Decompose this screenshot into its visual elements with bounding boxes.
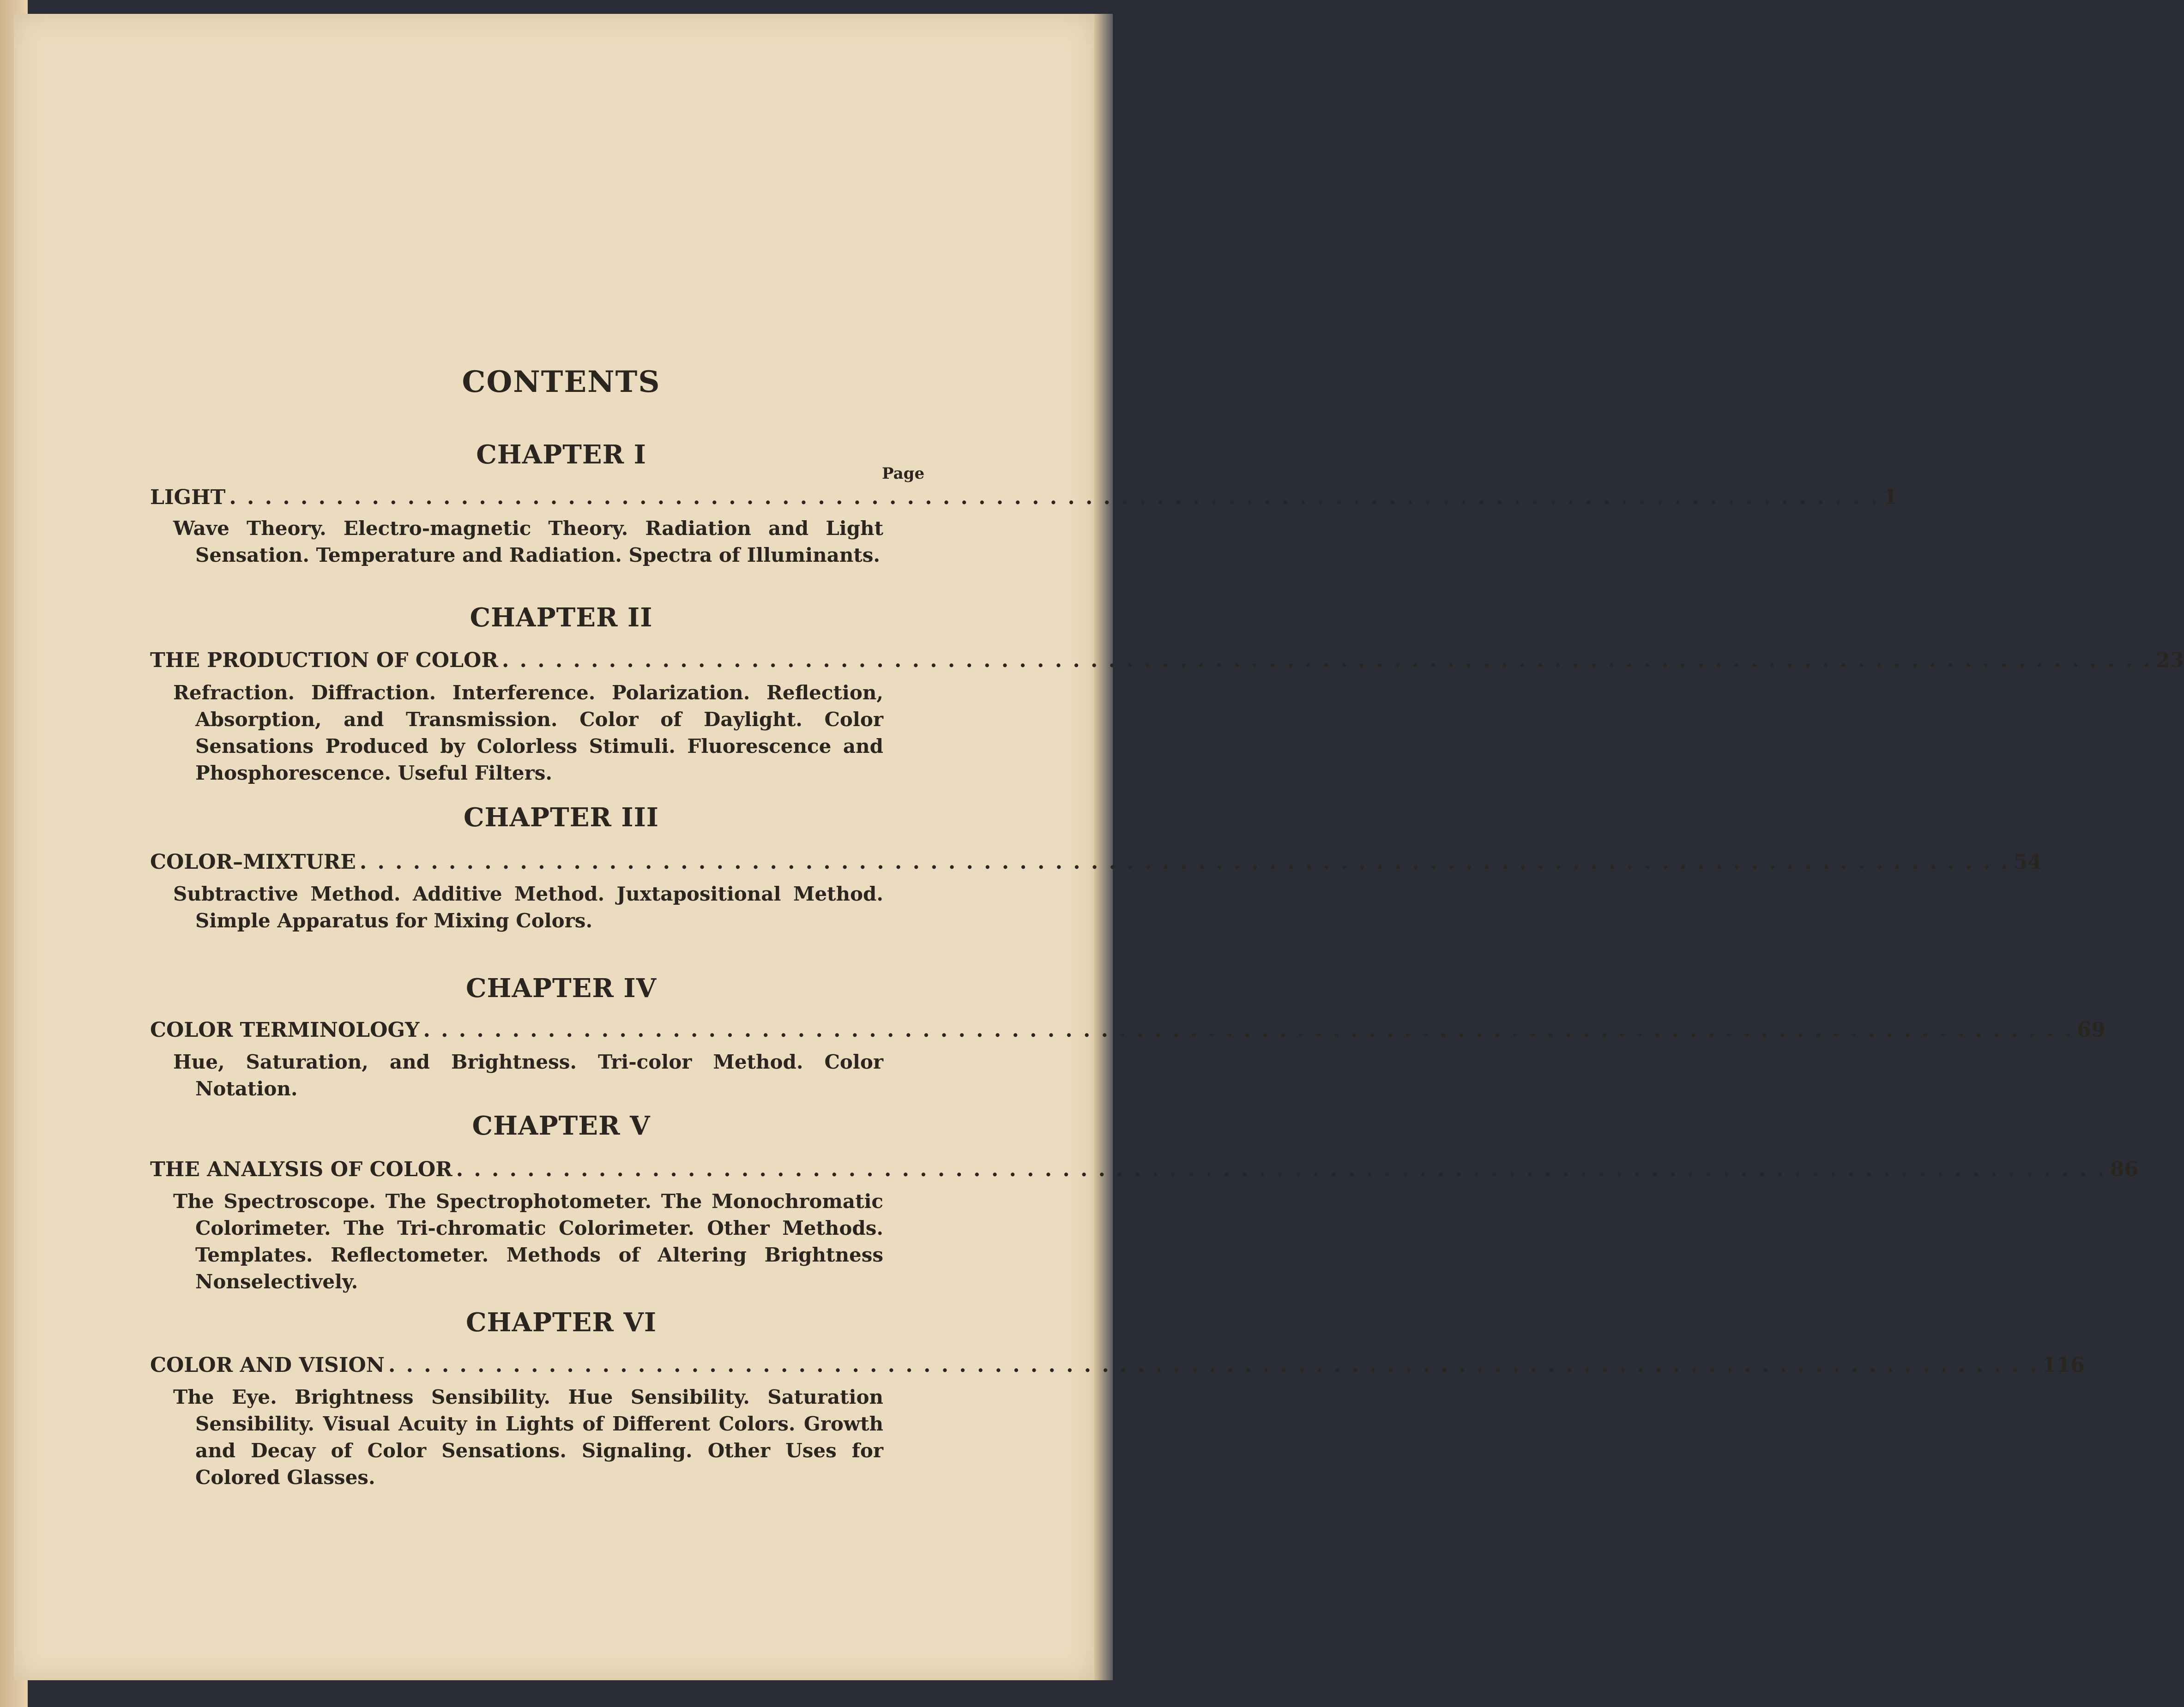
toc-entry xyxy=(150,850,2042,874)
page-number: 54 xyxy=(2013,850,2042,874)
page-number: 1 xyxy=(1883,486,1897,509)
chapter-title: THE PRODUCTION OF COLOR xyxy=(150,649,498,672)
toc-entry xyxy=(150,649,2184,672)
chapter-heading: CHAPTER IV xyxy=(465,973,657,1004)
chapter-title: THE ANALYSIS OF COLOR xyxy=(150,1158,452,1181)
chapter-heading: CHAPTER II xyxy=(470,602,653,633)
dot-leader: . . . . . . . . . . . . . . . . . . . . . . . . . . . . . . . . . . . . . . . . . . . . . . . . . . . . . . . . . . . . . . . . . . . . . . . . . . . . . . . . . . . . . . . . . . . . . xyxy=(423,1018,2074,1042)
page-number: 23 xyxy=(2155,649,2184,672)
chapter-heading: CHAPTER V xyxy=(472,1111,651,1141)
chapter-title: COLOR–MIXTURE xyxy=(150,850,356,874)
toc-entry xyxy=(150,1353,2085,1377)
chapter-description: Hue, Saturation, and Brightness. Tri-color Method. Color Notation. xyxy=(173,1051,883,1100)
toc-entry xyxy=(150,1018,2106,1042)
chapter-title: COLOR TERMINOLOGY xyxy=(150,1018,420,1042)
dot-leader: . . . . . . . . . . . . . . . . . . . . . . . . . . . . . . . . . . . . . . . . . . . . . . . . . . . . . . . . . . . . . . . . . . . . . . . . . . . . . . . . . . . . . . . . . . . . . xyxy=(501,649,2152,672)
chapter-description: The Eye. Brightness Sensibility. Hue Sensibility. Saturation Sensibility. Visual Acuity in Lights of Different Colors. Growth and Decay of Color Sensations. Signaling. Other Uses for Colored Glasses. xyxy=(173,1386,883,1489)
chapter-heading: CHAPTER I xyxy=(476,439,646,470)
toc-entry xyxy=(150,1158,2138,1181)
dot-leader: . . . . . . . . . . . . . . . . . . . . . . . . . . . . . . . . . . . . . . . . . . . . . . . . . . . . . . . . . . . . . . . . . . . . . . . . . . . . . . . . . . . . . . . . . . . . . xyxy=(229,486,1880,509)
chapter-description: Wave Theory. Electro-magnetic Theory. Radiation and Light Sensation. Temperature and Radiation. Spectra of Illuminants. xyxy=(173,517,883,566)
dot-leader: . . . . . . . . . . . . . . . . . . . . . . . . . . . . . . . . . . . . . . . . . . . . . . . . . . . . . . . . . . . . . . . . . . . . . . . . . . . . . . . . . . . . . . . . . . . . . xyxy=(388,1353,2039,1377)
page-title: CONTENTS xyxy=(462,365,661,399)
chapter-description: Subtractive Method. Additive Method. Juxtapositional Method. Simple Apparatus for Mixing Colors. xyxy=(173,883,883,932)
page-number: 69 xyxy=(2077,1018,2106,1042)
page-number: 116 xyxy=(2042,1353,2085,1377)
dot-leader: . . . . . . . . . . . . . . . . . . . . . . . . . . . . . . . . . . . . . . . . . . . . . . . . . . . . . . . . . . . . . . . . . . . . . . . . . . . . . . . . . . . . . . . . . . . . . xyxy=(359,850,2010,874)
chapter-title: COLOR AND VISION xyxy=(150,1353,385,1377)
page-column-label: Page xyxy=(882,464,925,483)
page-number: 86 xyxy=(2110,1158,2138,1181)
chapter-description: Refraction. Diffraction. Interference. Polarization. Reflection, Absorption, and Transmission. Color of Daylight. Color Sensations Produced by Colorless Stimuli. Fluorescence and Phosphorescence. Useful Filters. xyxy=(173,681,883,784)
dot-leader: . . . . . . . . . . . . . . . . . . . . . . . . . . . . . . . . . . . . . . . . . . . . . . . . . . . . . . . . . . . . . . . . . . . . . . . . . . . . . . . . . . . . . . . . . . . . . xyxy=(456,1158,2106,1181)
chapter-heading: CHAPTER III xyxy=(463,802,659,833)
chapter-heading: CHAPTER VI xyxy=(465,1307,657,1338)
chapter-title: LIGHT xyxy=(150,486,226,509)
chapter-description: The Spectroscope. The Spectrophotometer. The Monochromatic Colorimeter. The Tri-chromatic Colorimeter. Other Methods. Templates. Reflectometer. Methods of Altering Brightness Nonselectively. xyxy=(173,1190,883,1293)
toc-entry xyxy=(150,486,1897,509)
